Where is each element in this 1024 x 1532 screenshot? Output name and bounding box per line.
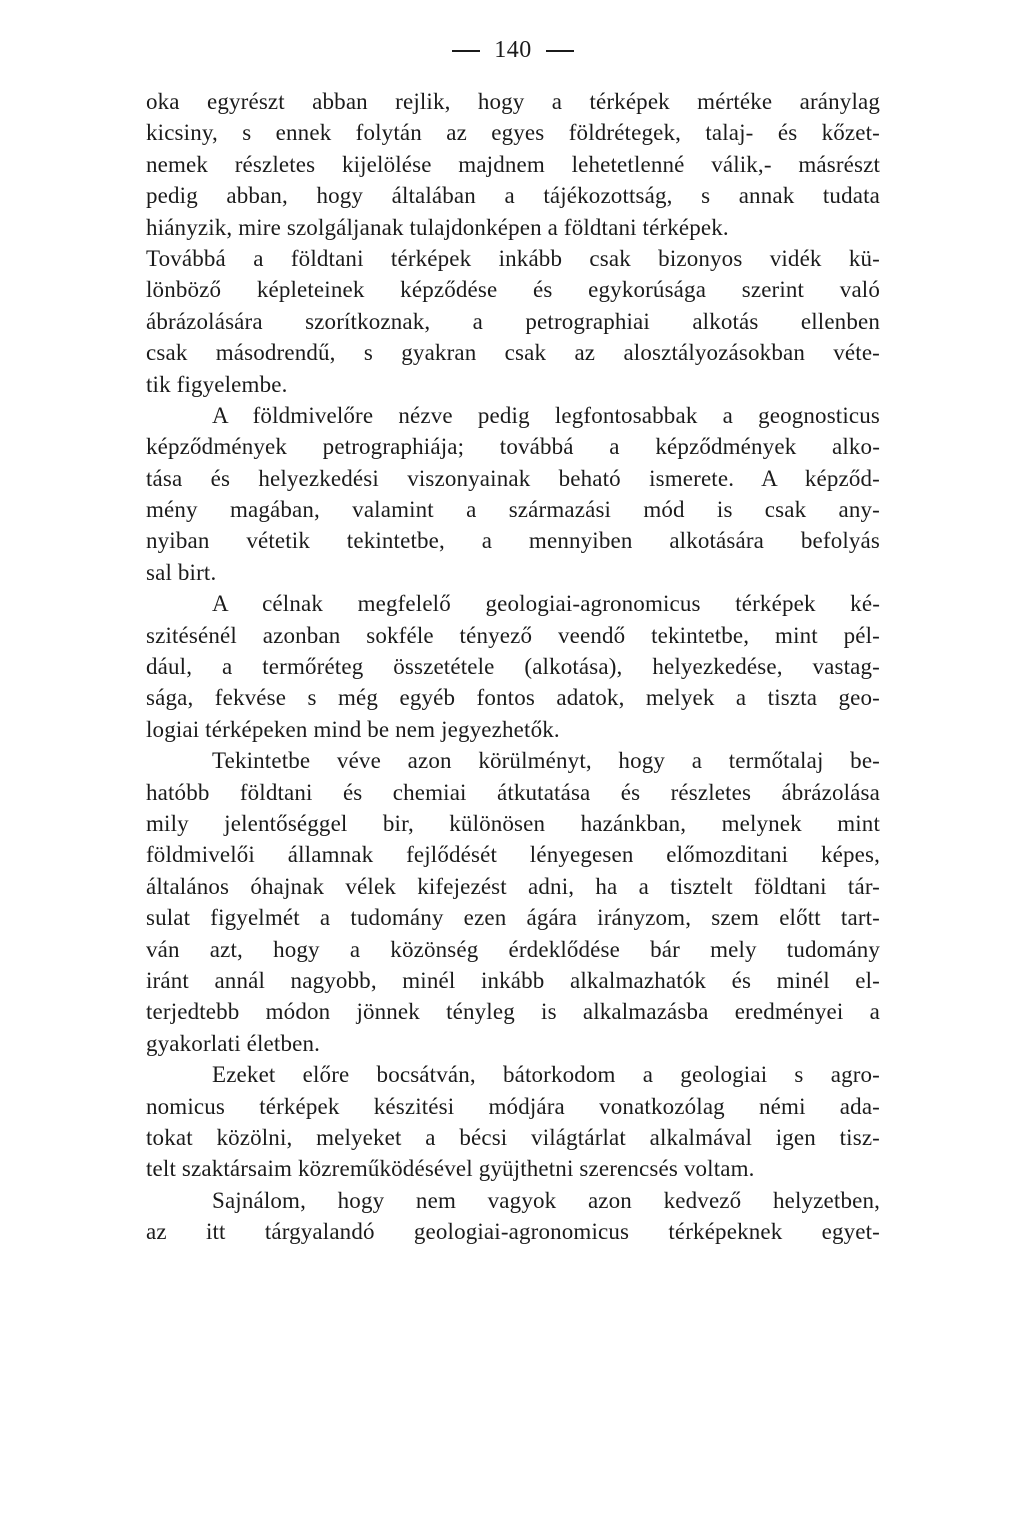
text-line: tik figyelembe. bbox=[146, 371, 288, 397]
text-line: általános óhajnak vélek kifejezést adni, ha a tisztelt földtani tár- bbox=[146, 873, 880, 899]
text-line: nomicus térképek készitési módjára vonatkozólag némi ada- bbox=[146, 1093, 880, 1119]
text-line: A célnak megfelelő geologiai-agronomicus térképek ké- bbox=[212, 591, 880, 617]
text-line: ván azt, hogy a közönség érdeklődése bár mely tudomány bbox=[146, 936, 880, 962]
text-line: Sajnálom, hogy nem vagyok azon kedvező helyzetben, bbox=[212, 1187, 880, 1213]
text-line: mény magában, valamint a származási mód is csak any- bbox=[146, 497, 880, 523]
text-line: tokat közölni, melyeket a bécsi világtárlat alkalmával igen tisz- bbox=[146, 1124, 880, 1150]
text-line: gyakorlati életben. bbox=[146, 1030, 321, 1056]
text-line: képződmények petrographiája; továbbá a képződmények alko- bbox=[146, 434, 880, 460]
text-line: tása és helyezkedési viszonyainak beható ismerete. A képződ- bbox=[146, 465, 880, 491]
text-line: Továbbá a földtani térképek inkább csak bizonyos vidék kü- bbox=[146, 245, 880, 271]
text-line: ábrázolására szorítkoznak, a petrographiai alkotás ellenben bbox=[146, 308, 880, 334]
text-line: az itt tárgyalandó geologiai-agronomicus térképeknek egyet- bbox=[146, 1219, 880, 1245]
body-text bbox=[146, 86, 880, 1247]
text-line: sal birt. bbox=[146, 559, 217, 585]
text-line: csak másodrendű, s gyakran csak az alosztályozásokban véte- bbox=[146, 340, 880, 366]
text-line: telt szaktársaim közreműködésével gyüjthetni szerencsés voltam. bbox=[146, 1156, 755, 1182]
text-line: hiányzik, mire szolgáljanak tulajdonképen a földtani térképek. bbox=[146, 214, 729, 240]
text-line: oka egyrészt abban rejlik, hogy a térképek mértéke aránylag bbox=[146, 89, 880, 114]
header-dash-left bbox=[452, 50, 480, 52]
text-line: földmivelői államnak fejlődését lényegesen előmozditani képes, bbox=[146, 842, 880, 868]
page-header bbox=[146, 30, 880, 70]
text-line: kicsiny, s ennek folytán az egyes földrétegek, talaj- és kőzet- bbox=[146, 120, 880, 146]
header-dash-right bbox=[546, 50, 574, 52]
text-line: hatóbb földtani és chemiai átkutatása és részletes ábrázolása bbox=[146, 779, 880, 805]
document-page bbox=[146, 30, 880, 1247]
text-line: sulat figyelmét a tudomány ezen ágára irányzom, szem előtt tart- bbox=[146, 905, 880, 931]
text-line: terjedtebb módon jönnek tényleg is alkalmazásba eredményei a bbox=[146, 999, 880, 1025]
text-line: pedig abban, hogy általában a tájékozottság, s annak tudata bbox=[146, 183, 880, 209]
text-line: szitésénél azonban sokféle tényező veendő tekintetbe, mint pél- bbox=[146, 622, 880, 648]
text-line: dául, a termőréteg összetétele (alkotása), helyezkedése, vastag- bbox=[146, 654, 880, 680]
page-number: 140 bbox=[494, 37, 532, 63]
text-line: nemek részletes kijelölése majdnem lehetetlenné válik,- másrészt bbox=[146, 151, 880, 177]
text-line: iránt annál nagyobb, minél inkább alkalmazhatók és minél el- bbox=[146, 967, 880, 993]
text-line: nyiban vétetik tekintetbe, a mennyiben alkotására befolyás bbox=[146, 528, 880, 554]
text-line: A földmivelőre nézve pedig legfontosabbak a geognosticus bbox=[212, 402, 880, 428]
text-line: lönböző képleteinek képződése és egykorúsága szerint való bbox=[146, 277, 880, 303]
text-line: sága, fekvése s még egyéb fontos adatok, melyek a tiszta geo- bbox=[146, 685, 880, 711]
text-line: Ezeket előre bocsátván, bátorkodom a geologiai s agro- bbox=[212, 1062, 880, 1088]
text-line: Tekintetbe véve azon körülményt, hogy a termőtalaj be- bbox=[212, 748, 880, 774]
text-line: logiai térképeken mind be nem jegyezhetők. bbox=[146, 716, 560, 742]
text-line: mily jelentőséggel bir, különösen hazánkban, melynek mint bbox=[146, 810, 880, 836]
